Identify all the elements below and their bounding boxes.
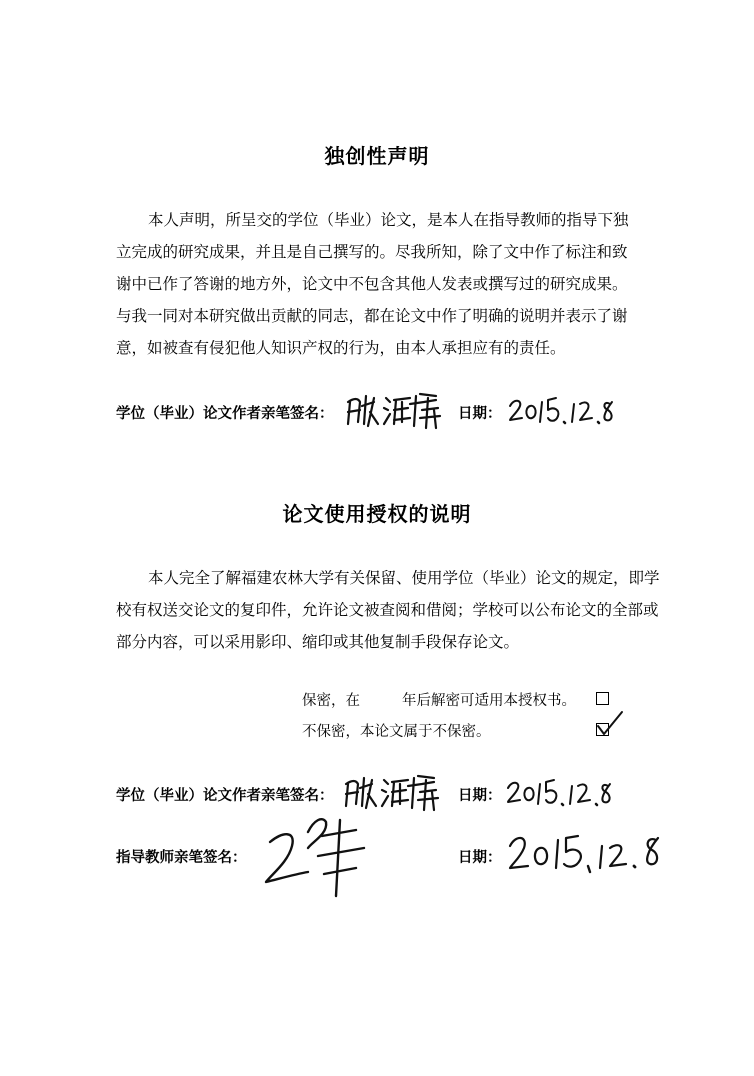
- advisor-signature-handwritten: [252, 812, 382, 902]
- authorization-line: 部分内容，可以采用影印、缩印或其他复制手段保存论文。: [116, 633, 520, 651]
- advisor-date-label: 日期：: [458, 850, 502, 866]
- declaration-line: 立完成的研究成果，并且是自己撰写的。尽我所知，除了文中作了标注和致: [116, 243, 628, 261]
- authorization-signature-label: 学位（毕业）论文作者亲笔签名：: [116, 788, 334, 804]
- secret-checkbox[interactable]: [596, 692, 609, 705]
- declaration-line: 意，如被查有侵犯他人知识产权的行为，由本人承担应有的责任。: [116, 339, 566, 357]
- checkmark-icon: [596, 710, 626, 738]
- option-not-secret: 不保密，本论文属于不保密。: [302, 724, 491, 740]
- option-secret-text-before: 保密，在: [302, 693, 360, 709]
- advisor-date-handwritten: [506, 826, 666, 876]
- advisor-signature-label: 指导教师亲笔签名：: [116, 850, 247, 866]
- author-signature-handwritten: [344, 388, 444, 432]
- option-secret: [302, 689, 576, 710]
- authorization-line: 校有权送交论文的复印件，允许论文被查阅和借阅；学校可以公布论文的全部或: [116, 601, 659, 619]
- declaration-date-label: 日期：: [458, 406, 502, 422]
- authorization-date-handwritten: [506, 774, 616, 810]
- declaration-line: 谢中已作了答谢的地方外，论文中不包含其他人发表或撰写过的研究成果。: [116, 275, 628, 293]
- author-signature-handwritten: [342, 770, 442, 814]
- declaration-title: 独创性声明: [324, 144, 430, 168]
- declaration-line: 与我一同对本研究做出贡献的同志，都在论文中作了明确的说明并表示了谢: [116, 307, 628, 325]
- declaration-paragraph: [116, 204, 628, 364]
- authorization-line: 本人完全了解福建农林大学有关保留、使用学位（毕业）论文的规定，即学: [148, 569, 660, 587]
- authorization-date-label: 日期：: [458, 788, 502, 804]
- declaration-line: 本人声明，所呈交的学位（毕业）论文，是本人在指导教师的指导下独: [148, 211, 629, 229]
- authorization-paragraph: [116, 562, 660, 658]
- declaration-date-handwritten: [508, 392, 618, 428]
- authorization-title: 论文使用授权的说明: [282, 502, 472, 526]
- option-secret-text-after: 年后解密可适用本授权书。: [402, 693, 576, 709]
- declaration-signature-label: 学位（毕业）论文作者亲笔签名：: [116, 406, 334, 422]
